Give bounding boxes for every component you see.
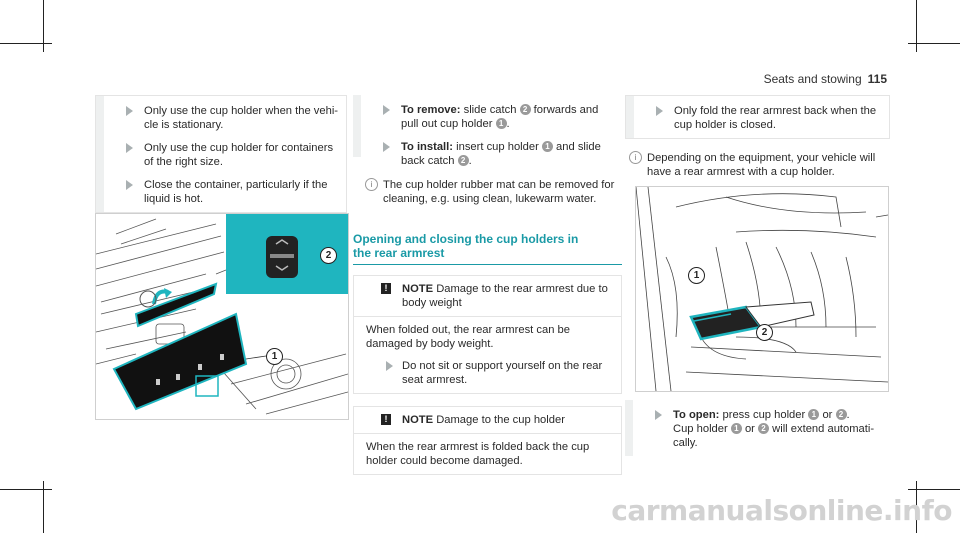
section-rule	[353, 264, 622, 265]
note-armrest: ! NOTE Damage to the rear armrest due to body weight When folded out, the rear armrest can be damaged by body weight. Do not sit or support yourself on the rear seat armrest.	[353, 275, 622, 394]
callout-1: 1	[266, 348, 283, 365]
crop-mark	[908, 43, 960, 44]
column-2	[353, 95, 622, 475]
ref-badge: 1	[496, 118, 507, 129]
open-step-box	[625, 400, 890, 456]
ref-badge: 2	[758, 423, 769, 434]
bullet-arrow-icon	[655, 410, 662, 420]
cup-holder-console-figure	[95, 213, 349, 420]
open-step: To open: press cup holder 1 or 2 . Cup holder 1 or 2 will extend automati-cally.	[625, 408, 890, 450]
ref-badge: 2	[836, 409, 847, 420]
note-cup-holder: ! NOTE Damage to the cup holder When the rear armrest is folded back the cup holder could become damaged.	[353, 406, 622, 475]
callout-1: 1	[688, 267, 705, 284]
crop-mark	[908, 489, 960, 490]
warning-icon: !	[381, 283, 391, 294]
bullet-box	[625, 95, 890, 139]
ref-badge: 2	[520, 104, 531, 115]
list-item: Do not sit or support yourself on the rear seat armrest.	[366, 359, 615, 387]
bullet-arrow-icon	[126, 143, 133, 153]
info-note: i The cup holder rubber mat can be removed for cleaning, e.g. using clean, lukewarm water.	[365, 178, 622, 206]
bullet-arrow-icon	[126, 180, 133, 190]
list-item: Close the container, particularly if the liquid is hot.	[96, 178, 346, 206]
callout-2: 2	[320, 247, 337, 264]
column-3	[625, 95, 890, 179]
watermark: carmanualsonline.info	[611, 494, 952, 527]
steps-box	[353, 95, 622, 178]
list-item: Only use the cup holder for containers of the right size.	[96, 141, 346, 169]
crop-mark	[0, 489, 52, 490]
ref-badge: 1	[731, 423, 742, 434]
list-item: Only use the cup holder when the vehi-cle is stationary.	[96, 104, 346, 132]
info-icon: i	[629, 151, 642, 164]
running-header	[764, 72, 887, 86]
warning-icon: !	[381, 414, 391, 425]
rear-armrest-figure	[635, 186, 889, 392]
section-title: Opening and closing the cup holders in the rear armrest	[353, 232, 579, 260]
info-icon: i	[365, 178, 378, 191]
section-name: Seats and stowing	[763, 72, 862, 86]
crop-mark	[916, 0, 917, 52]
crop-mark	[43, 0, 44, 52]
bullet-arrow-icon	[386, 361, 393, 371]
bullet-arrow-icon	[383, 142, 390, 152]
remove-step: To remove: slide catch 2 forwards and pull out cup holder 1 .	[353, 103, 622, 131]
bullet-arrow-icon	[383, 105, 390, 115]
page-number: 115	[867, 72, 887, 86]
bullet-arrow-icon	[656, 106, 663, 116]
list-item: Only fold the rear armrest back when the cup holder is closed.	[626, 104, 889, 132]
bullet-arrow-icon	[126, 106, 133, 116]
ref-badge: 2	[458, 155, 469, 166]
install-step: To install: insert cup holder 1 and slide back catch 2 .	[353, 140, 622, 168]
column-1	[95, 95, 347, 213]
info-note: i Depending on the equipment, your vehicle will have a rear armrest with a cup holder.	[629, 151, 890, 179]
crop-mark	[0, 43, 52, 44]
ref-badge: 1	[542, 141, 553, 152]
bullet-box	[95, 95, 347, 213]
callout-2: 2	[756, 324, 773, 341]
ref-badge: 1	[808, 409, 819, 420]
